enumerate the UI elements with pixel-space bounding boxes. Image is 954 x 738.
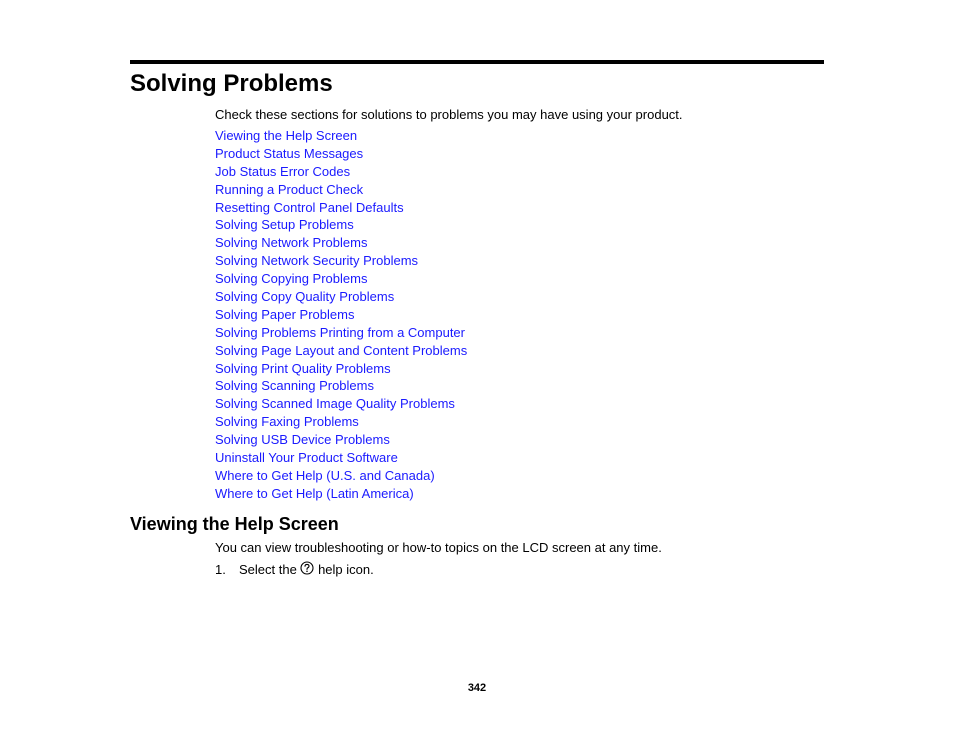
step-number: 1. bbox=[215, 562, 226, 577]
topic-link-job-status-error-codes[interactable]: Job Status Error Codes bbox=[215, 163, 351, 179]
list-item bbox=[215, 127, 467, 145]
topic-link-uninstall-software[interactable]: Uninstall Your Product Software bbox=[215, 450, 398, 466]
list-item bbox=[215, 288, 467, 306]
topic-link-product-status-messages[interactable]: Product Status Messages bbox=[215, 145, 364, 161]
topic-link-paper-problems[interactable]: Solving Paper Problems bbox=[215, 306, 355, 322]
header-rule bbox=[130, 60, 824, 64]
list-item bbox=[215, 163, 467, 181]
topic-link-page-layout-content[interactable]: Solving Page Layout and Content Problems bbox=[215, 342, 468, 358]
page-title: Solving Problems bbox=[130, 70, 333, 97]
list-item bbox=[215, 395, 467, 413]
topic-link-copy-quality-problems[interactable]: Solving Copy Quality Problems bbox=[215, 289, 395, 305]
topic-link-faxing-problems[interactable]: Solving Faxing Problems bbox=[215, 414, 359, 430]
topic-link-print-quality-problems[interactable]: Solving Print Quality Problems bbox=[215, 360, 391, 376]
section-text: You can view troubleshooting or how-to topics on the LCD screen at any time. bbox=[215, 540, 662, 555]
list-item bbox=[215, 485, 467, 503]
section-title: Viewing the Help Screen bbox=[130, 514, 339, 534]
topic-link-help-us-canada[interactable]: Where to Get Help (U.S. and Canada) bbox=[215, 467, 435, 483]
list-item bbox=[215, 306, 467, 324]
list-item bbox=[215, 449, 467, 467]
topic-link-resetting-control-panel[interactable]: Resetting Control Panel Defaults bbox=[215, 199, 404, 215]
list-item bbox=[215, 360, 467, 378]
topic-link-scanning-problems[interactable]: Solving Scanning Problems bbox=[215, 378, 374, 394]
list-item bbox=[215, 216, 467, 234]
topic-link-running-product-check[interactable]: Running a Product Check bbox=[215, 181, 364, 197]
list-item bbox=[215, 234, 467, 252]
step-item bbox=[215, 561, 374, 578]
list-item bbox=[215, 181, 467, 199]
topic-link-help-latin-america[interactable]: Where to Get Help (Latin America) bbox=[215, 485, 414, 501]
topic-link-network-security-problems[interactable]: Solving Network Security Problems bbox=[215, 253, 419, 269]
step-text-after: help icon. bbox=[318, 562, 374, 577]
intro-text: Check these sections for solutions to problems you may have using your product. bbox=[215, 107, 683, 122]
list-item bbox=[215, 199, 467, 217]
list-item bbox=[215, 431, 467, 449]
topic-link-copying-problems[interactable]: Solving Copying Problems bbox=[215, 271, 368, 287]
list-item bbox=[215, 413, 467, 431]
list-item bbox=[215, 467, 467, 485]
list-item bbox=[215, 342, 467, 360]
topic-link-scanned-image-quality[interactable]: Solving Scanned Image Quality Problems bbox=[215, 396, 455, 412]
topic-link-network-problems[interactable]: Solving Network Problems bbox=[215, 235, 368, 251]
topic-link-printing-from-computer[interactable]: Solving Problems Printing from a Computer bbox=[215, 324, 465, 340]
step-text-before: Select the bbox=[239, 562, 297, 577]
page-number: 342 bbox=[467, 682, 487, 694]
list-item bbox=[215, 145, 467, 163]
list-item bbox=[215, 377, 467, 395]
topic-link-viewing-help-screen[interactable]: Viewing the Help Screen bbox=[215, 128, 358, 143]
help-icon bbox=[300, 561, 314, 575]
topic-link-setup-problems[interactable]: Solving Setup Problems bbox=[215, 217, 354, 233]
topic-link-usb-device-problems[interactable]: Solving USB Device Problems bbox=[215, 432, 390, 448]
list-item bbox=[215, 324, 467, 342]
list-item bbox=[215, 270, 467, 288]
topic-link-list bbox=[215, 127, 467, 503]
list-item bbox=[215, 252, 467, 270]
